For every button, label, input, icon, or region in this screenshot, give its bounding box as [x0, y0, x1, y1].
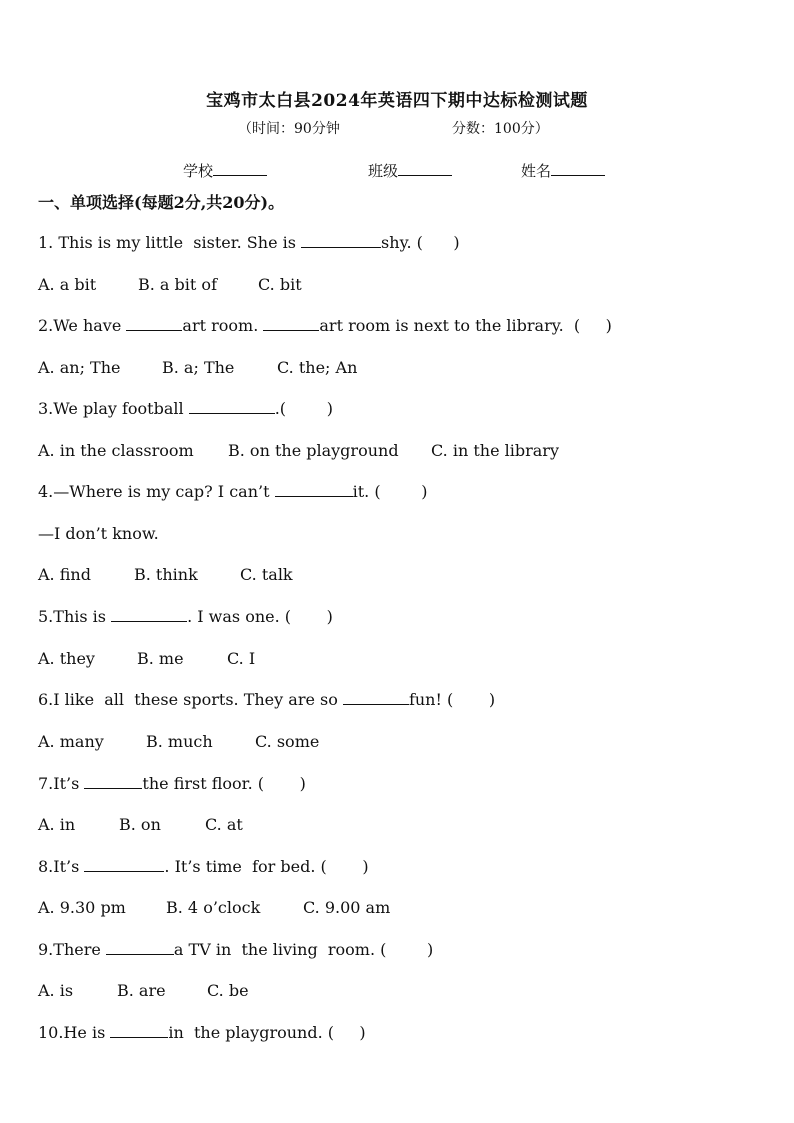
school-label: 学校: [183, 162, 214, 180]
option-b[interactable]: B. on the playground: [228, 441, 399, 460]
question-4-reply: —I don’t know.: [38, 524, 159, 543]
question-6-tail: fun! ( ): [408, 690, 496, 709]
question-4-blank[interactable]: [275, 482, 353, 497]
option-a[interactable]: A. many: [38, 732, 104, 751]
name-blank[interactable]: [551, 161, 605, 176]
question-1: [38, 233, 460, 252]
exam-score: 分数：100分）: [452, 121, 549, 137]
question-8-tail: . It’s time for bed. ( ): [164, 857, 369, 876]
question-10-blank[interactable]: [110, 1023, 168, 1038]
option-b[interactable]: B. me: [137, 649, 184, 668]
question-2-tail: art room is next to the library. ( ): [319, 316, 612, 335]
option-b[interactable]: B. on: [119, 815, 161, 834]
option-b[interactable]: B. a bit of: [138, 275, 217, 294]
option-c[interactable]: C. bit: [258, 275, 302, 294]
question-8: [38, 857, 369, 876]
question-9-blank[interactable]: [106, 940, 174, 955]
option-b[interactable]: B. think: [134, 565, 198, 584]
question-4-stem: 4.—Where is my cap? I can’t: [38, 482, 275, 501]
option-c[interactable]: C. in the library: [431, 441, 559, 460]
option-c[interactable]: C. 9.00 am: [303, 898, 391, 917]
question-5-stem: 5.This is: [38, 607, 112, 626]
question-9-options: [38, 981, 249, 1000]
question-5-tail: . I was one. ( ): [187, 607, 333, 626]
name-label: 姓名: [521, 162, 552, 180]
question-2-blank-1[interactable]: [126, 316, 182, 331]
exam-title: 宝鸡市太白县2024年英语四下期中达标检测试题: [206, 91, 588, 111]
option-b[interactable]: B. much: [146, 732, 213, 751]
question-5-options: [38, 649, 255, 668]
option-a[interactable]: A. an; The: [38, 358, 121, 377]
option-c[interactable]: C. be: [207, 981, 249, 1000]
question-2-options: [38, 358, 357, 377]
question-3-tail: .( ): [274, 399, 333, 418]
question-3-stem: 3.We play football: [38, 399, 189, 418]
question-8-blank[interactable]: [84, 857, 164, 872]
question-4: [38, 482, 428, 501]
option-a[interactable]: A. find: [38, 565, 91, 584]
option-a[interactable]: A. a bit: [38, 275, 97, 294]
option-c[interactable]: C. at: [205, 815, 243, 834]
question-4-tail: it. ( ): [352, 482, 428, 501]
question-9-tail: a TV in the living room. ( ): [173, 940, 434, 959]
name-field: [521, 160, 605, 181]
question-8-stem: 8.It’s: [38, 857, 85, 876]
question-6-stem: 6.I like all these sports. They are so: [38, 690, 343, 709]
question-5: [38, 607, 333, 626]
question-3-options: [38, 441, 559, 460]
question-7-blank[interactable]: [84, 774, 142, 789]
question-1-options: [38, 275, 302, 294]
question-7-options: [38, 815, 243, 834]
question-1-blank[interactable]: [301, 233, 381, 248]
question-9: [38, 940, 433, 959]
option-a[interactable]: A. they: [38, 649, 95, 668]
question-8-options: [38, 898, 390, 917]
school-field: [183, 160, 267, 181]
exam-time: （时间：90分钟: [238, 121, 340, 137]
question-9-stem: 9.There: [38, 940, 106, 959]
option-c[interactable]: C. talk: [240, 565, 293, 584]
question-1-tail: shy. ( ): [381, 233, 460, 252]
class-field: [368, 160, 452, 181]
question-10-stem: 10.He is: [38, 1023, 111, 1042]
question-2-blank-2[interactable]: [263, 316, 319, 331]
question-10-tail: in the playground. ( ): [168, 1023, 366, 1042]
class-label: 班级: [368, 162, 399, 180]
question-10: [38, 1023, 366, 1042]
option-c[interactable]: C. the; An: [277, 358, 358, 377]
option-c[interactable]: C. some: [255, 732, 320, 751]
option-a[interactable]: A. is: [38, 981, 74, 1000]
option-a[interactable]: A. 9.30 pm: [38, 898, 126, 917]
question-7: [38, 774, 306, 793]
question-1-stem: 1. This is my little sister. She is: [38, 233, 302, 252]
option-c[interactable]: C. I: [227, 649, 256, 668]
question-5-blank[interactable]: [111, 607, 187, 622]
question-4-options: [38, 565, 293, 584]
section-heading: 一、单项选择(每题2分,共20分)。: [38, 193, 285, 212]
question-6-blank[interactable]: [343, 690, 409, 705]
option-b[interactable]: B. 4 o’clock: [166, 898, 261, 917]
question-6: [38, 690, 495, 709]
option-b[interactable]: B. a; The: [162, 358, 235, 377]
class-blank[interactable]: [398, 161, 452, 176]
option-a[interactable]: A. in the classroom: [38, 441, 194, 460]
question-3: [38, 399, 333, 418]
question-7-stem: 7.It’s: [38, 774, 85, 793]
school-blank[interactable]: [213, 161, 267, 176]
question-6-options: [38, 732, 319, 751]
question-3-blank[interactable]: [189, 399, 275, 414]
question-2-mid: art room.: [182, 316, 264, 335]
option-a[interactable]: A. in: [38, 815, 76, 834]
question-7-tail: the first floor. ( ): [142, 774, 306, 793]
question-2-stem: 2.We have: [38, 316, 127, 335]
option-b[interactable]: B. are: [117, 981, 166, 1000]
question-2: [38, 316, 612, 335]
